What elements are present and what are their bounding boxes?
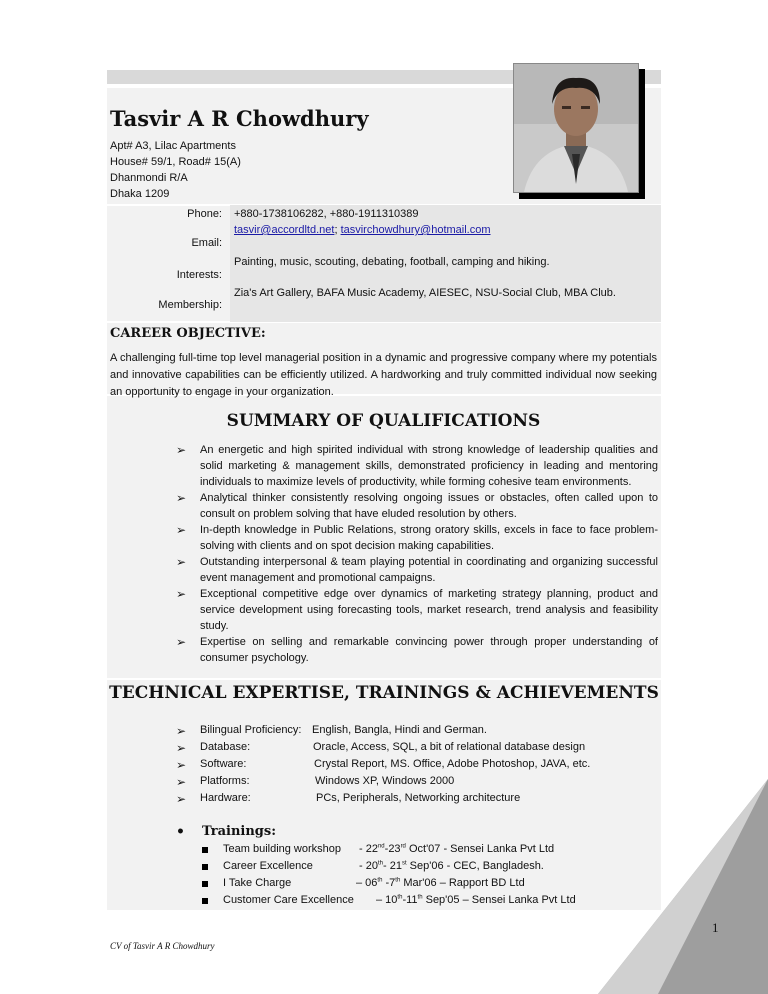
list-item: ➢ Exceptional competitive edge over dynamics of marketing strategy planning, product and service development using forecasting tools, market research, trend analysis and feasibility study. xyxy=(176,587,658,632)
email-separator: ; xyxy=(334,224,341,236)
divider xyxy=(107,678,661,680)
arrow-bullet-icon: ➢ xyxy=(176,635,187,649)
summary-title: SUMMARY OF QUALIFICATIONS xyxy=(226,411,541,431)
list-item: ➢ Analytical thinker consistently resolving ongoing issues or obstacles, often called upon to consult on problem solving that have eluded resolution by others. xyxy=(176,491,658,520)
phone-value: +880-1738106282, +880-1911310389 xyxy=(234,208,419,220)
career-objective-title: CAREER OBJECTIVE: xyxy=(110,326,266,341)
candidate-name: Tasvir A R Chowdhury xyxy=(110,106,369,131)
list-item: ➢ An energetic and high spirited individual with strong knowledge of leadership qualities and solid marketing & management skills, demonstrated proficiency in leading and mentoring individuals to maximize levels of productivity, while forming cohesive team environments. xyxy=(176,443,658,488)
career-objective-text: A challenging full-time top level managerial position in a dynamic and progressive company where my potentials and innovative capabilities can be efficiently utilized. A hardworking and truly committed individual now seeking an opportunity to engage in your organization. xyxy=(110,352,657,398)
list-item: ➢ Expertise on selling and remarkable convincing power through proper understanding of consumer psychology. xyxy=(176,635,658,664)
interests-value: Painting, music, scouting, debating, football, camping and hiking. xyxy=(234,256,550,268)
address-line: Apt# A3, Lilac Apartments xyxy=(110,140,236,152)
square-bullet-icon xyxy=(202,881,208,887)
address-line: Dhaka 1209 xyxy=(110,188,170,200)
page-curl-corner xyxy=(598,779,768,994)
arrow-bullet-icon: ➢ xyxy=(176,443,187,457)
phone-label: Phone: xyxy=(187,208,222,220)
address-line: Dhanmondi R/A xyxy=(110,172,188,184)
arrow-bullet-icon: ➢ xyxy=(176,587,187,601)
square-bullet-icon xyxy=(202,898,208,904)
membership-value: Zia's Art Gallery, BAFA Music Academy, AIESEC, NSU-Social Club, MBA Club. xyxy=(234,287,616,299)
arrow-bullet-icon: ➢ xyxy=(176,491,187,505)
page-number: 1 xyxy=(712,920,719,935)
arrow-bullet-icon: ➢ xyxy=(176,758,187,772)
square-bullet-icon xyxy=(202,847,208,853)
arrow-bullet-icon: ➢ xyxy=(176,792,187,806)
profile-photo xyxy=(513,63,639,193)
list-item: ➢ In-depth knowledge in Public Relations, strong oratory skills, excels in face to face problem-solving with clients and on spot decision making capabilities. xyxy=(176,523,658,552)
round-bullet-icon: • xyxy=(176,824,185,840)
arrow-bullet-icon: ➢ xyxy=(176,724,187,738)
arrow-bullet-icon: ➢ xyxy=(176,741,187,755)
email-value xyxy=(234,224,491,236)
arrow-bullet-icon: ➢ xyxy=(176,523,187,537)
arrow-bullet-icon: ➢ xyxy=(176,555,187,569)
trainings-title: Trainings: xyxy=(202,824,276,839)
address-line: House# 59/1, Road# 15(A) xyxy=(110,156,241,168)
arrow-bullet-icon: ➢ xyxy=(176,775,187,789)
email-link-primary[interactable]: tasvir@accordltd.net xyxy=(234,224,335,236)
page-footer: CV of Tasvir A R Chowdhury xyxy=(110,941,215,951)
email-link-secondary[interactable]: tasvirchowdhury@hotmail.com xyxy=(340,224,491,236)
membership-label: Membership: xyxy=(158,299,222,311)
email-label: Email: xyxy=(191,237,222,249)
square-bullet-icon xyxy=(202,864,208,870)
technical-title: TECHNICAL EXPERTISE, TRAININGS & ACHIEVEMENTS xyxy=(109,683,659,703)
list-item: ➢ Outstanding interpersonal & team playing potential in coordinating and organizing successful event management and promotional campaigns. xyxy=(176,555,658,584)
address-block xyxy=(110,138,241,202)
interests-label: Interests: xyxy=(176,269,222,281)
summary-list xyxy=(176,442,658,666)
